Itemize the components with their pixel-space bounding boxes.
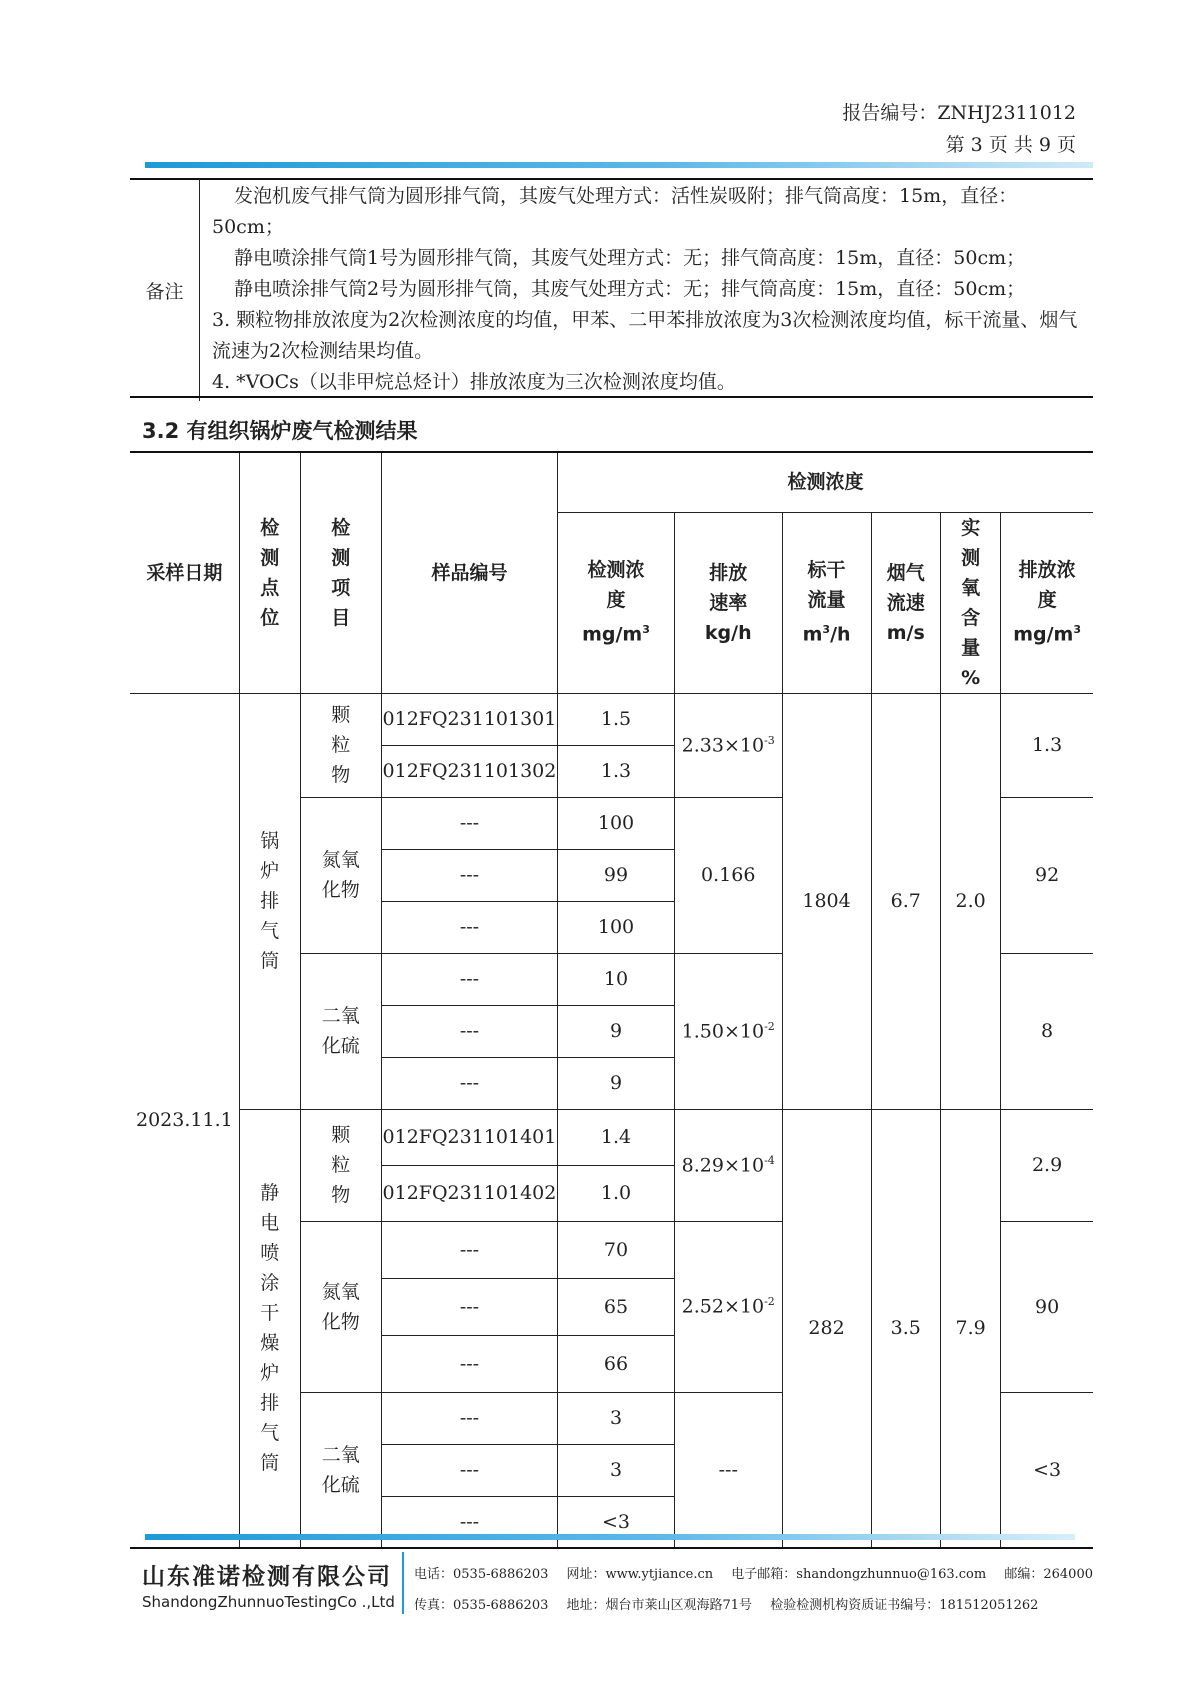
speed-value: 3.5: [871, 1109, 940, 1548]
note-line: 静电喷涂排气筒1号为圆形排气筒，其废气处理方式：无；排气筒高度：15m，直径：50cm；: [234, 247, 1026, 269]
conc-value: 1.4: [558, 1109, 675, 1165]
item-name: 颗粒物: [300, 1109, 381, 1221]
company-name-en: ShandongZhunnuoTestingCo .,Ltd: [142, 1593, 395, 1611]
item-name: 二氧化硫: [300, 1392, 381, 1548]
sample-id: ---: [381, 1278, 557, 1335]
item-name: 氮氧化物: [300, 1221, 381, 1392]
conc-value: 1.5: [558, 693, 675, 745]
sample-id: 012FQ231101401: [381, 1109, 557, 1165]
rate-value: $2.52\times 10^{-2}$: [674, 1221, 782, 1392]
rate-value: $8.29\times 10^{-4}$: [674, 1109, 782, 1221]
footer-accent-bar: [145, 1534, 1075, 1540]
header-conc: 检测浓度 $mg/m^3$: [558, 512, 675, 693]
item-name: 二氧化硫: [300, 953, 381, 1109]
emission-value: <3: [1001, 1392, 1093, 1548]
sample-id: 012FQ231101402: [381, 1165, 557, 1221]
header-flow-unit: $m^3/h$: [802, 623, 851, 646]
sample-id: ---: [381, 1057, 557, 1109]
item-name: 氮氧化物: [300, 797, 381, 953]
sample-id: ---: [381, 1496, 557, 1548]
emission-value: 90: [1001, 1221, 1093, 1392]
footer-cert: 检验检测机构资质证书编号：181512051262: [770, 1598, 1039, 1613]
rate-value: ---: [674, 1392, 782, 1548]
flow-value: 1804: [782, 693, 871, 1109]
conc-value: 70: [558, 1221, 675, 1278]
conc-value: 9: [558, 1057, 675, 1109]
sample-id: ---: [381, 1444, 557, 1496]
rate-value: 0.166: [674, 797, 782, 953]
note-line: 4. *VOCs（以非甲烷总烃计）排放浓度为三次检测浓度均值。: [212, 371, 736, 393]
page-info: 第 3 页 共 9 页: [945, 134, 1076, 156]
emission-value: 2.9: [1001, 1109, 1093, 1221]
header-emission: 排放浓度 $mg/m^3$: [1001, 512, 1093, 693]
conc-value: 3: [558, 1444, 675, 1496]
footer-website: 网址：www.ytjiance.cn: [566, 1567, 714, 1582]
footer-contact-line-2: [414, 1594, 1052, 1613]
note-line: 静电喷涂排气筒2号为圆形排气筒，其废气处理方式：无；排气筒高度：15m，直径：50cm；: [234, 278, 1026, 300]
sample-id: ---: [381, 797, 557, 849]
sample-id: ---: [381, 1005, 557, 1057]
item-name: 颗粒物: [300, 693, 381, 797]
conc-value: 1.0: [558, 1165, 675, 1221]
header-speed: 烟气流速 m/s: [871, 512, 940, 693]
header-item: 检测项目: [300, 452, 381, 693]
sample-id: ---: [381, 1392, 557, 1444]
emission-value: 8: [1001, 953, 1093, 1109]
footer-phone: 电话：0535-6886203: [414, 1567, 549, 1582]
header-date: 采样日期: [130, 452, 239, 693]
sample-id: ---: [381, 1221, 557, 1278]
point-name: 静电喷涂干燥炉排气筒: [239, 1109, 300, 1548]
oxygen-value: 7.9: [941, 1109, 1001, 1548]
footer-contact-line-1: [414, 1563, 1107, 1582]
note-line: 3. 颗粒物排放浓度为2次检测浓度的均值，甲苯、二甲苯排放浓度为3次检测浓度均值，标干流量、烟气流速为2次检测结果均值。: [212, 309, 1078, 362]
conc-value: 66: [558, 1335, 675, 1392]
conc-value: 9: [558, 1005, 675, 1057]
speed-value: 6.7: [871, 693, 940, 1109]
conc-value: 100: [558, 797, 675, 849]
section-title: 3.2 有组织锅炉废气检测结果: [142, 419, 418, 443]
sample-id: ---: [381, 849, 557, 901]
header-flow: 标干流量 $m^3/h$: [782, 512, 871, 693]
sample-id: ---: [381, 953, 557, 1005]
conc-value: 100: [558, 901, 675, 953]
notes-content: [200, 179, 1094, 401]
note-line: 发泡机废气排气筒为圆形排气筒，其废气处理方式：活性炭吸附；排气筒高度：15m，直径：50cm；: [212, 185, 1018, 238]
rate-value: $1.50\times 10^{-2}$: [674, 953, 782, 1109]
header-point: 检测点位: [239, 452, 300, 693]
header-conc-group: 检测浓度: [558, 452, 1093, 512]
notes-table: [130, 179, 1093, 401]
footer-fax: 传真：0535-6886203: [414, 1598, 549, 1613]
emission-value: 92: [1001, 797, 1093, 953]
footer-address: 地址：烟台市莱山区观海路71号: [566, 1598, 753, 1613]
header-sample: 样品编号: [381, 452, 557, 693]
conc-value: 1.3: [558, 745, 675, 797]
sampling-date: 2023.11.1: [130, 693, 239, 1548]
footer-divider: [402, 1552, 404, 1614]
header-accent-bar: [145, 162, 1093, 168]
header-emission-unit: $mg/m^3$: [1013, 623, 1081, 646]
footer-postcode: 邮编：264000: [1004, 1567, 1093, 1582]
conc-value: 3: [558, 1392, 675, 1444]
oxygen-value: 2.0: [941, 693, 1001, 1109]
header-conc-unit: $mg/m^3$: [582, 623, 650, 646]
point-name: 锅炉排气筒: [239, 693, 300, 1109]
notes-label: 备注: [130, 179, 200, 401]
sample-id: ---: [381, 901, 557, 953]
header-oxygen: 实测氧含量 %: [941, 512, 1001, 693]
company-name-cn: 山东准诺检测有限公司: [142, 1564, 392, 1590]
results-table: [130, 451, 1093, 1549]
conc-value: 65: [558, 1278, 675, 1335]
footer-email: 电子邮箱：shandongzhunnuo@163.com: [731, 1567, 987, 1582]
conc-value: <3: [558, 1496, 675, 1548]
conc-value: 10: [558, 953, 675, 1005]
sample-id: 012FQ231101302: [381, 745, 557, 797]
sample-id: ---: [381, 1335, 557, 1392]
header-rate: 排放速率 kg/h: [674, 512, 782, 693]
report-number: 报告编号：ZNHJ2311012: [842, 102, 1076, 124]
conc-value: 99: [558, 849, 675, 901]
sample-id: 012FQ231101301: [381, 693, 557, 745]
flow-value: 282: [782, 1109, 871, 1548]
notes-bottom-rule: [130, 396, 1093, 398]
rate-value: $2.33\times 10^{-3}$: [674, 693, 782, 797]
emission-value: 1.3: [1001, 693, 1093, 797]
